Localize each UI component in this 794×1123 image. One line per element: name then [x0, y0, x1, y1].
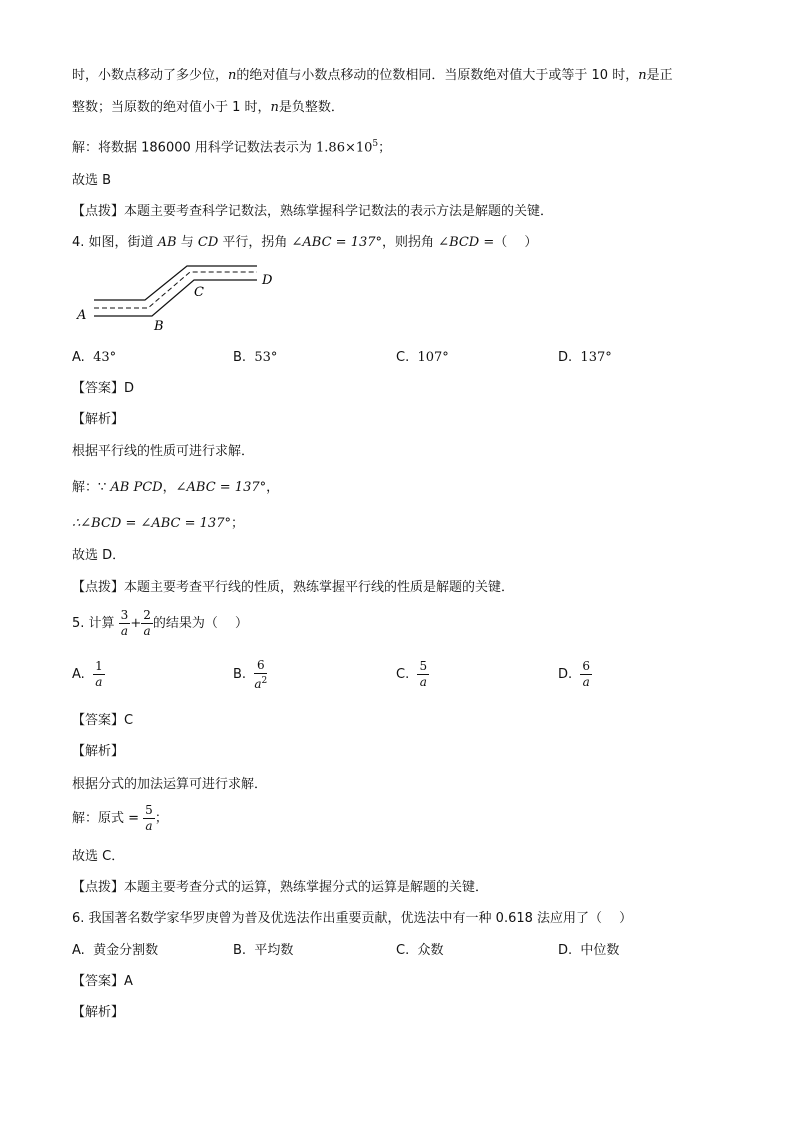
q5-option-b: B. $\frac{6}{a^2}$ [233, 657, 268, 691]
q5-solution-fraction: $\frac{5}{a}$ [145, 803, 153, 833]
street-outer-edge [94, 266, 257, 300]
q4-option-c: C. 107° [396, 350, 449, 365]
intro-line-2: 整数；当原数的绝对值小于 1 时，n是负整数． [72, 100, 344, 115]
label-a: A [77, 308, 87, 323]
q4-stem: 4. 如图，街道 AB 与 CD 平行，拐角 ∠ABC = 137°，则拐角 ∠BCD =（ ） [72, 235, 538, 250]
q4-method: 根据平行线的性质可进行求解． [72, 444, 255, 459]
q4-option-b: B. 53° [233, 350, 278, 365]
q4-answer: 【答案】D [72, 381, 135, 396]
q5-answer: 【答案】C [72, 713, 134, 728]
q4-solution-2: ∴∠BCD = ∠ABC = 137°； [72, 516, 244, 531]
label-d: D [262, 273, 273, 288]
q6-option-b: B. 平均数 [233, 943, 294, 958]
label-b: B [154, 319, 164, 334]
intro-choose: 故选 B [72, 173, 112, 188]
q5-solution: 解：原式 = $\frac{5}{a}$ ； [72, 803, 168, 833]
q5-option-d: D. $\frac{6}{a}$ [558, 659, 591, 689]
q4-option-a: A. 43° [72, 350, 117, 365]
q5-choose: 故选 C． [72, 849, 125, 864]
q5-stem: 5. 计算 $\frac{3}{a}$ + $\frac{2}{a}$ 的结果为（ ） [72, 608, 248, 638]
q6-answer: 【答案】A [72, 974, 133, 989]
intro-line-1: 时，小数点移动了多少位，n的绝对值与小数点移动的位数相同．当原数绝对值大于或等于 10 时，n是正 [72, 68, 673, 83]
q5-fraction-1: $\frac{3}{a}$ [120, 608, 129, 638]
label-c: C [194, 285, 204, 300]
q5-method: 根据分式的加法运算可进行求解． [72, 777, 268, 792]
q4-solution-1: 解：∵ AB PCD，∠ABC = 137°， [72, 480, 280, 495]
q5-option-c: C. $\frac{5}{a}$ [396, 659, 428, 689]
q6-stem: 6. 我国著名数学家华罗庚曾为普及优选法作出重要贡献，优选法中有一种 0.618 法应用了（ ） [72, 911, 633, 926]
street-inner-edge [94, 280, 257, 316]
street-figure [72, 258, 292, 336]
q6-option-c: C. 众数 [396, 943, 444, 958]
q4-option-d: D. 137° [558, 350, 612, 365]
q4-choose: 故选 D． [72, 548, 126, 563]
q6-option-d: D. 中位数 [558, 943, 620, 958]
q6-option-a: A. 黄金分割数 [72, 943, 159, 958]
street-center-dashed [94, 272, 257, 308]
q5-option-a: A. $\frac{1}{a}$ [72, 659, 103, 689]
q4-analysis-heading: 【解析】 [72, 412, 125, 427]
intro-solution: 解：将数据 186000 用科学记数法表示为 $1.86\times 10^5$； [72, 139, 392, 156]
q6-analysis-heading: 【解析】 [72, 1005, 125, 1020]
q5-analysis-heading: 【解析】 [72, 744, 125, 759]
q4-note: 【点拨】本题主要考查平行线的性质，熟练掌握平行线的性质是解题的关键． [72, 580, 515, 595]
intro-note: 【点拨】本题主要考查科学记数法，熟练掌握科学记数法的表示方法是解题的关键． [72, 204, 554, 219]
q5-note: 【点拨】本题主要考查分式的运算，熟练掌握分式的运算是解题的关键． [72, 880, 489, 895]
q5-fraction-2: $\frac{2}{a}$ [143, 608, 151, 638]
